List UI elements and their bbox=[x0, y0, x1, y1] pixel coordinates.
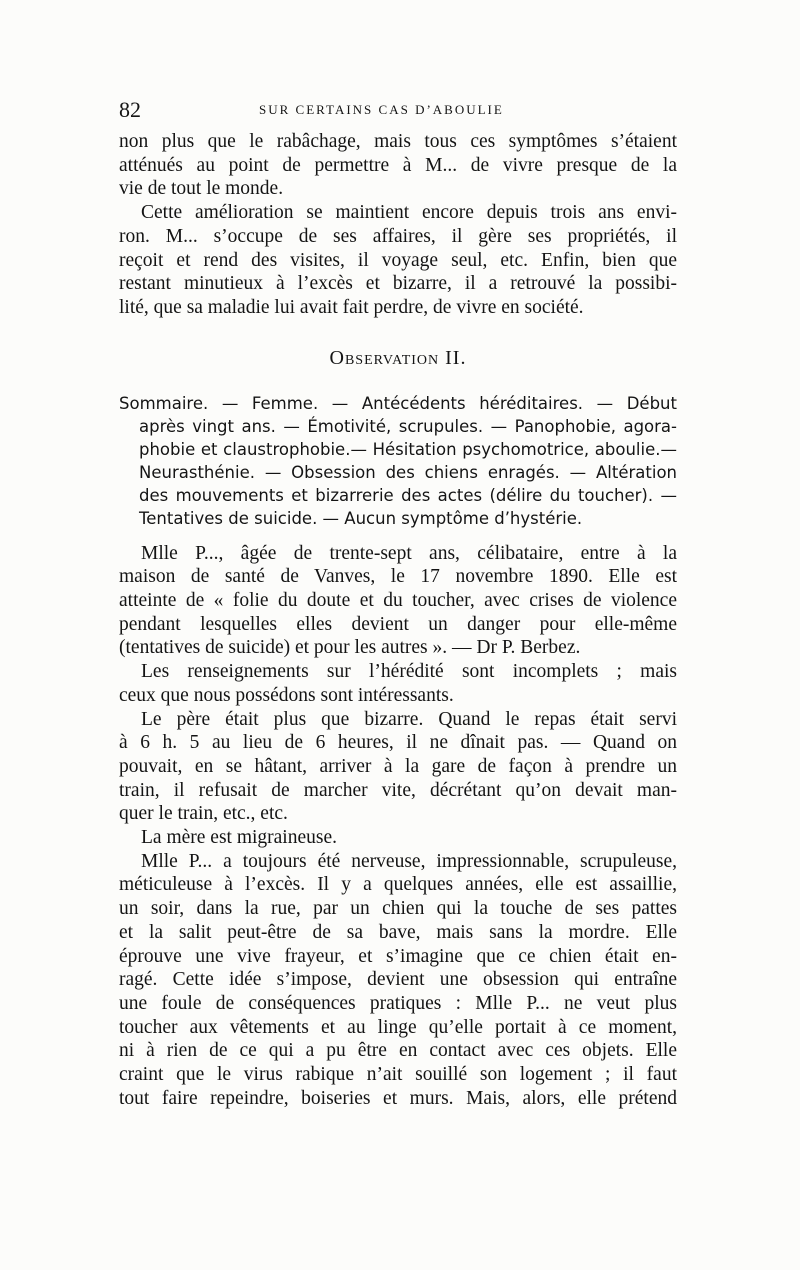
summary-line: Sommaire. — Femme. — Antécédents héréditaires. — Début bbox=[119, 393, 677, 413]
summary-block bbox=[119, 392, 677, 530]
text-line: non plus que le rabâchage, mais tous ces symptômes s’étaient bbox=[119, 131, 677, 152]
text-line: lité, que sa maladie lui avait fait perdre, de vivre en société. bbox=[119, 296, 584, 318]
text-line: ron. M... s’occupe de ses affaires, il gère ses propriétés, il bbox=[119, 225, 677, 247]
paragraph-1 bbox=[119, 130, 677, 201]
text-line: méticuleuse à l’excès. Il y a quelques années, elle est assaillie, bbox=[119, 874, 677, 896]
text-line: à 6 h. 5 au lieu de 6 heures, il ne dînait pas. — Quand on bbox=[119, 732, 677, 754]
text-line: Les renseignements sur l’hérédité sont incomplets ; mais bbox=[141, 661, 677, 683]
summary-line: phobie et claustrophobie.— Hésitation psychomotrice, aboulie.— bbox=[139, 439, 677, 459]
paragraph-4 bbox=[119, 660, 677, 707]
paragraph-2 bbox=[119, 201, 677, 320]
text-line: une foule de conséquences pratiques : Mlle P... ne veut plus bbox=[119, 992, 677, 1014]
text-line: et la salit peut-être de sa bave, mais sans la mordre. Elle bbox=[119, 921, 677, 943]
text-line: éprouve une vive frayeur, et s’imagine que ce chien était en- bbox=[119, 945, 677, 967]
paragraph-7 bbox=[119, 850, 677, 1111]
text-line: quer le train, etc., etc. bbox=[119, 803, 288, 825]
text-line: Mlle P... a toujours été nerveuse, impressionnable, scrupuleuse, bbox=[141, 850, 677, 872]
text-line: reçoit et rend des visites, il voyage seul, etc. Enfin, bien que bbox=[119, 249, 677, 271]
observation-title: Observation II. bbox=[329, 346, 467, 369]
text-line: La mère est migraineuse. bbox=[141, 827, 337, 849]
page-header bbox=[119, 97, 677, 125]
text-line: restant minutieux à l’excès et bizarre, il a retrouvé la possibi- bbox=[119, 273, 677, 295]
text-line: craint que le virus rabique n’ait souillé son logement ; il faut bbox=[119, 1064, 677, 1086]
paragraph-3 bbox=[119, 542, 677, 661]
text-line: atténués au point de permettre à M... de vivre presque de la bbox=[119, 154, 677, 176]
text-line: ni à rien de ce qui a pu être en contact avec ces objets. Elle bbox=[119, 1040, 677, 1062]
summary-line: Tentatives de suicide. — Aucun symptôme d’hystérie. bbox=[139, 508, 583, 528]
text-line: train, il refusait de marcher vite, décrétant qu’on devait man- bbox=[119, 779, 677, 801]
text-line: vie de tout le monde. bbox=[119, 178, 284, 200]
running-title: SUR CERTAINS CAS D’ABOULIE bbox=[259, 102, 504, 117]
text-line: pouvait, en se hâtant, arriver à la gare de façon à prendre un bbox=[119, 755, 677, 777]
page-number: 82 bbox=[119, 97, 141, 122]
summary-line: Neurasthénie. — Obsession des chiens enragés. — Altération bbox=[139, 462, 677, 482]
text-line: ceux que nous possédons sont intéressants. bbox=[119, 684, 454, 706]
text-line: atteinte de « folie du doute et du toucher, avec crises de violence bbox=[119, 590, 677, 612]
text-line: ragé. Cette idée s’impose, devient une obsession qui entraîne bbox=[119, 969, 677, 991]
paragraph-6 bbox=[119, 826, 677, 850]
text-line: un soir, dans la rue, par un chien qui la touche de ses pattes bbox=[119, 898, 677, 920]
paragraph-5 bbox=[119, 708, 677, 827]
text-line: pendant lesquelles elles devient un danger pour elle-même bbox=[119, 613, 677, 635]
summary-line: des mouvements et bizarrerie des actes (délire du toucher). — bbox=[139, 485, 677, 505]
text-line: tout faire repeindre, boiseries et murs. Mais, alors, elle prétend bbox=[119, 1087, 677, 1109]
summary-line: après vingt ans. — Émotivité, scrupules. — Panophobie, agora- bbox=[139, 416, 677, 436]
text-line: Cette amélioration se maintient encore depuis trois ans envi- bbox=[141, 202, 677, 224]
text-line: Le père était plus que bizarre. Quand le repas était servi bbox=[141, 708, 677, 730]
text-line: maison de santé de Vanves, le 17 novembre 1890. Elle est bbox=[119, 566, 677, 588]
text-line: toucher aux vêtements et au linge qu’elle portait à ce moment, bbox=[119, 1016, 677, 1038]
text-line: Mlle P..., âgée de trente-sept ans, célibataire, entre à la bbox=[141, 542, 677, 564]
text-line: (tentatives de suicide) et pour les autres ». — Dr P. Berbez. bbox=[119, 637, 581, 659]
page-body bbox=[119, 130, 677, 1111]
